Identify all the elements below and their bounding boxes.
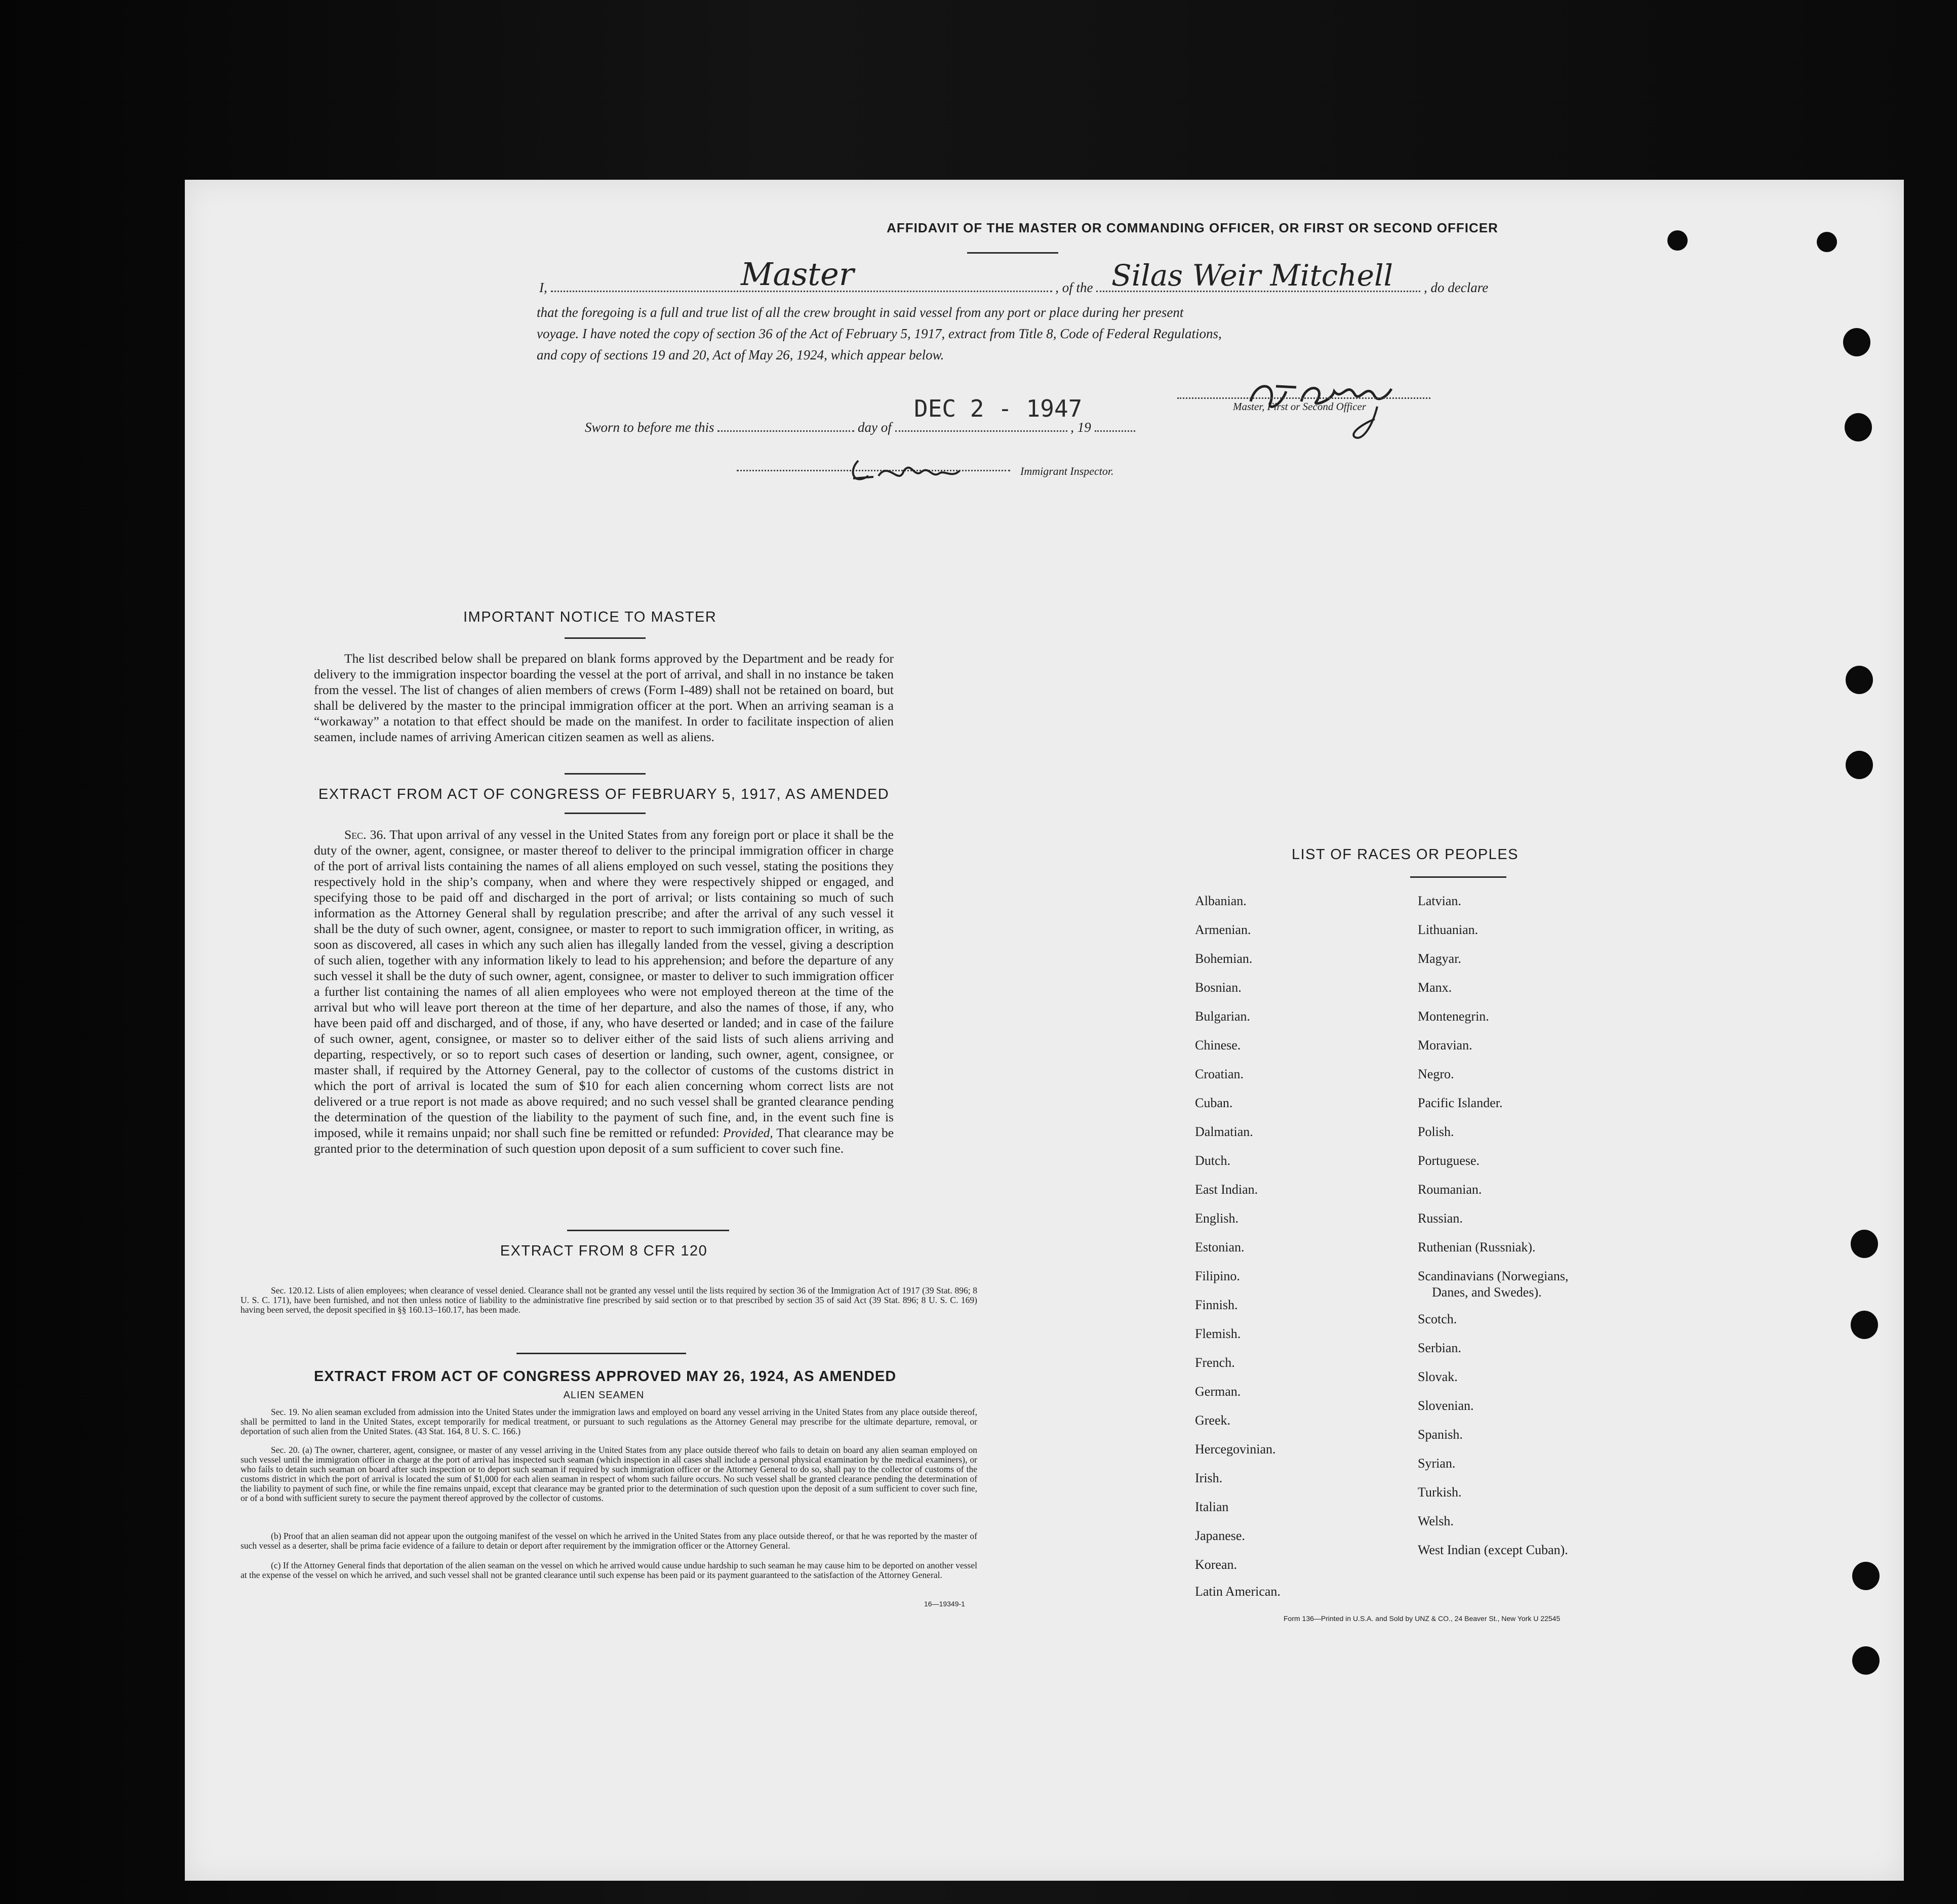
race-item: Scandinavians (Norwegians, — [1418, 1269, 1569, 1283]
declaration-line-3: voyage. I have noted the copy of section 36 of the Act of February 5, 1917, extract from Title 8, Code of Federal Regulations, — [537, 326, 1222, 341]
inspector-caption: Immigrant Inspector. — [1020, 465, 1114, 477]
declaration-suffix: , do declare — [1424, 280, 1489, 295]
race-item: English. — [1195, 1211, 1239, 1226]
punch-hole — [1846, 751, 1873, 779]
notice-title: IMPORTANT NOTICE TO MASTER — [463, 609, 717, 625]
handwritten-role: Master — [741, 256, 854, 293]
punch-hole — [1817, 232, 1837, 252]
race-item: Polish. — [1418, 1124, 1454, 1139]
race-item: Turkish. — [1418, 1485, 1462, 1500]
race-item: Negro. — [1418, 1067, 1454, 1081]
inspector-signature — [843, 440, 975, 496]
race-item: Magyar. — [1418, 951, 1461, 966]
divider — [565, 813, 646, 814]
punch-hole — [1846, 666, 1873, 694]
race-item: East Indian. — [1195, 1182, 1258, 1197]
sworn-prefix: Sworn to before me this — [585, 420, 714, 435]
extract-1924-subtitle: ALIEN SEAMEN — [563, 1390, 645, 1401]
document-page — [185, 180, 1904, 1881]
punch-hole — [1852, 1562, 1880, 1590]
race-item: Estonian. — [1195, 1240, 1245, 1254]
race-item: Slovenian. — [1418, 1398, 1474, 1413]
race-item: Russian. — [1418, 1211, 1463, 1226]
proviso-text: That clearance may be granted prior to the determination of such question upon deposit of a sum sufficient to cover such fine. — [314, 1125, 894, 1156]
extract-1924-title: EXTRACT FROM ACT OF CONGRESS APPROVED MAY 26, 1924, AS AMENDED — [314, 1368, 897, 1385]
race-item: Ruthenian (Russniak). — [1418, 1240, 1536, 1254]
race-item: German. — [1195, 1384, 1241, 1399]
race-item: Montenegrin. — [1418, 1009, 1489, 1024]
race-item: Irish. — [1195, 1471, 1223, 1485]
race-item: Spanish. — [1418, 1427, 1463, 1442]
race-item: Finnish. — [1195, 1298, 1238, 1312]
extract-1917-title: EXTRACT FROM ACT OF CONGRESS OF FEBRUARY 5, 1917, AS AMENDED — [318, 786, 890, 802]
race-item: Moravian. — [1418, 1038, 1472, 1052]
race-item: Welsh. — [1418, 1514, 1454, 1528]
divider — [967, 252, 1058, 254]
race-item: Dalmatian. — [1195, 1124, 1253, 1139]
extract-cfr-body: Sec. 120.12. Lists of alien employees; when clearance of vessel denied. Clearance shall not be granted any vessel until the lists required by section 36 of the Immigration Act of 1917 (39 Stat. 896; 8 U. S. C. 171), have been furnished, and not then unless notice of liability to the administrative fine prescribed by said section or to that prescribed by section 35 of said Act (39 Stat. 896; 8 U. S. C. 169) having been served, the deposit specified in §§ 160.13–160.17, has been made. — [241, 1285, 977, 1315]
race-item: Lithuanian. — [1418, 922, 1479, 937]
race-item: French. — [1195, 1355, 1235, 1370]
declaration-line-4: and copy of sections 19 and 20, Act of May 26, 1924, which appear below. — [537, 347, 944, 362]
sworn-line — [585, 420, 1135, 435]
race-item: Italian — [1195, 1500, 1229, 1514]
notice-body: The list described below shall be prepared on blank forms approved by the Department and be ready for delivery to the immigration inspector boarding the vessel at the port of arrival, and shall in no instance be taken from the vessel. The list of changes of alien members of crews (Form I-489) shall not be retained on board, but shall be delivered by the master to the principal immigration officer at the port. When an arriving seaman is a “workaway” a notation to that effect should be made on the manifest. In order to facilitate inspection of alien seamen, include names of arriving American citizen seamen as well as aliens. — [314, 651, 894, 744]
race-item: Filipino. — [1195, 1269, 1240, 1283]
extract-1924-sec20a: Sec. 20. (a) The owner, charterer, agent, consignee, or master of any vessel arriving in the United States from any place outside thereof who fails to detain on board any alien seaman employed on such vessel until the immigration officer in charge at the port of arrival has inspected such seaman (which inspection in all cases shall include a personal physical examination by the medical examiners), or who fails to detain such seaman on board after such inspection or to deport such seaman if required by such immigration officer or the Attorney General to do so, shall pay to the collector of customs of the customs district in which the port of arrival is located the sum of $1,000 for each alien seaman in respect of whom such failure occurs. No such vessel shall be granted clearance pending the determination of the liability to payment of such fine, or while the fine remains unpaid, except that clearance may be granted prior to the determination of such question upon the deposit of a sum sufficient to cover such fine, or of a bond with sufficient surety to secure the payment thereof approved by the collector of customs. — [241, 1445, 977, 1503]
declaration-prefix: I, — [539, 280, 547, 295]
race-item: Flemish. — [1195, 1326, 1241, 1341]
race-item: Serbian. — [1418, 1341, 1461, 1355]
race-item: Albanian. — [1195, 894, 1247, 908]
divider — [565, 637, 646, 639]
race-item: Croatian. — [1195, 1067, 1244, 1081]
signature-caption: Master, First or Second Officer — [1233, 400, 1367, 413]
date-stamp: DEC 2 - 1947 — [914, 395, 1083, 422]
divider — [565, 773, 646, 775]
divider — [1410, 876, 1506, 878]
declaration-mid: , of the — [1055, 280, 1093, 295]
race-item: West Indian (except Cuban). — [1418, 1543, 1568, 1557]
section-label: Sec. 36. — [344, 827, 386, 842]
race-item: Slovak. — [1418, 1369, 1458, 1384]
race-item: Dutch. — [1195, 1153, 1231, 1168]
race-item: Bulgarian. — [1195, 1009, 1251, 1024]
sworn-year-label: , 19 — [1070, 420, 1091, 435]
race-item-multiline — [1418, 1269, 1568, 1312]
punch-hole — [1851, 1230, 1878, 1258]
section-36-text: That upon arrival of any vessel in the United States from any foreign port or place it shall be the duty of the owner, agent, consignee, or master thereof to deliver to the principal immigration officer in charge of the port of arrival lists containing the names of all aliens employed on such vessel, stating the positions they respectively hold in the ship’s company, when and where they were respectively shipped or engaged, and specifying those to be paid off and discharged in the port of arrival; or lists containing so much of such information as the Attorney General shall by regulation prescribe; and after the arrival of any such vessel it shall be the duty of such owner, agent, consignee, or master to report to such immigration officer, in writing, as soon as discovered, all cases in which any such alien has illegally landed from the vessel, giving a description of such alien, together with any information likely to lead to his apprehension; and before the departure of any such vessel it shall be the duty of such owner, agent, consignee, or master to deliver to such immigration officer a further list containing the names of all alien employees who were not employed thereon at the time of the arrival but who will leave port thereon at the time of her departure, and also the names of those, if any, who have been paid off and discharged, and of those, if any, who have deserted or landed; and in case of the failure of such owner, agent, consignee, or master so to deliver either of the said lists of such aliens arriving and departing, respectively, or so to report such cases of desertion or landing, such owner, agent, consignee, or master shall, if required by the Attorney General, pay to the collector of customs of the customs district in which the port of arrival is located the sum of $10 for each alien concerning whom correct lists are not delivered or a true report is not made as above required; and no such vessel shall be granted clearance pending the determination of the question of the liability to the payment of such fine, and, in the event such fine is imposed, while it remains unpaid; nor shall such fine be remitted or refunded: — [314, 827, 894, 1140]
race-item: Scotch. — [1418, 1312, 1457, 1326]
extract-cfr-title: EXTRACT FROM 8 CFR 120 — [500, 1243, 708, 1259]
proviso-word: Provided, — [723, 1125, 773, 1140]
divider — [516, 1353, 686, 1354]
race-item: Japanese. — [1195, 1528, 1245, 1543]
sworn-day-label: day of — [858, 420, 892, 435]
race-item: Roumanian. — [1418, 1182, 1482, 1197]
declaration-line-2: that the foregoing is a full and true list of all the crew brought in said vessel from any port or place during her present — [537, 305, 1184, 320]
punch-hole — [1843, 328, 1870, 356]
race-item: Latin American. — [1195, 1584, 1281, 1599]
divider — [567, 1230, 729, 1231]
handwritten-vessel-name: Silas Weir Mitchell — [1111, 258, 1393, 293]
races-title: LIST OF RACES OR PEOPLES — [1291, 846, 1519, 863]
race-item: Armenian. — [1195, 922, 1251, 937]
race-item: Syrian. — [1418, 1456, 1456, 1471]
punch-hole — [1851, 1311, 1878, 1339]
race-item: Hercegovinian. — [1195, 1442, 1276, 1456]
extract-1924-sec19: Sec. 19. No alien seaman excluded from admission into the United States under the immigration laws and employed on board any vessel arriving in the United States from any place outside thereof, shall be permitted to land in the United States, except temporarily for medical treatment, or pursuant to such regulations as the Attorney General may prescribe for the ultimate departure, removal, or deportation of such alien from the United States. (43 Stat. 164, 8 U. S. C. 166.) — [241, 1407, 977, 1436]
punch-hole — [1852, 1646, 1880, 1675]
races-right-column — [1418, 894, 1568, 1571]
race-item: Korean. — [1195, 1557, 1237, 1572]
extract-1924-sec20b: (b) Proof that an alien seaman did not appear upon the outgoing manifest of the vessel on which he arrived in the United States from any place outside thereof, or that he was reported by the master of such vessel as a deserter, shall be prima facie evidence of a failure to detain or deport after requirement by the immigration officer or the Attorney General. — [241, 1531, 977, 1551]
punch-hole — [1845, 413, 1872, 441]
race-item: Cuban. — [1195, 1096, 1233, 1110]
race-item: Pacific Islander. — [1418, 1096, 1503, 1110]
printer-note: Form 136—Printed in U.S.A. and Sold by UNZ & CO., 24 Beaver St., New York U 22545 — [1284, 1614, 1561, 1623]
race-item: Greek. — [1195, 1413, 1231, 1428]
affidavit-title: AFFIDAVIT OF THE MASTER OR COMMANDING OFFICER, OR FIRST OR SECOND OFFICER — [887, 220, 1498, 235]
race-item: Manx. — [1418, 980, 1452, 995]
race-item: Chinese. — [1195, 1038, 1241, 1052]
race-item-continuation: Danes, and Swedes). — [1432, 1285, 1542, 1300]
race-item: Latvian. — [1418, 894, 1461, 908]
extract-1924-sec20c: (c) If the Attorney General finds that deportation of the alien seaman on the vessel on which he arrived would cause undue hardship to such seaman he may cause him to be deported on another vessel at the expense of the vessel on which he arrived, and such vessel shall not be granted clearance until such expense has been paid or its payment guaranteed to the satisfaction of the Attorney General. — [241, 1560, 977, 1580]
extract-1917-body — [314, 827, 894, 1156]
races-left-column — [1195, 894, 1281, 1604]
race-item: Portuguese. — [1418, 1153, 1480, 1168]
form-number: 16—19349-1 — [924, 1600, 965, 1608]
race-item: Bohemian. — [1195, 951, 1253, 966]
race-item: Bosnian. — [1195, 980, 1242, 995]
